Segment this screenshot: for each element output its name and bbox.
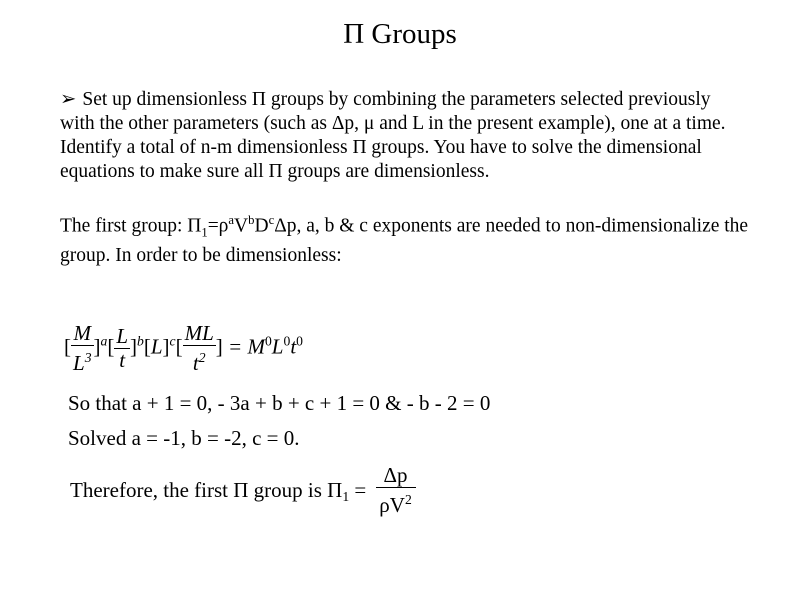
exponent-b: b xyxy=(248,213,255,227)
fraction-l-over-t: $\frac{L}{t}$ xyxy=(116,324,129,372)
rho-term: =ρ xyxy=(207,215,229,237)
v-term: V xyxy=(234,215,249,237)
result-text: Therefore, the first Π group is Π xyxy=(70,478,343,502)
bullet-text: Set up dimensionless Π groups by combining the parameters selected previously with the other parameters (such as Δp, μ and L in the present example), one at a time. Identify a total of n-m dimensionless Π groups. You have to solve the dimensional equations to make sure all Π groups are dimensionless. xyxy=(60,89,726,182)
pi-subscript: 1 xyxy=(201,225,208,240)
arrow-bullet-icon: ➢ xyxy=(60,89,77,110)
fraction-dp-over-rho-v2: $\frac{\Delta p}{\rho V^2}$ xyxy=(376,464,416,517)
exponent-equations: So that a + 1 = 0, - 3a + b + c + 1 = 0 & - b - 2 = 0 xyxy=(68,391,491,415)
slide-body xyxy=(60,88,750,292)
fraction-ml-over-t2: $\frac{ML}{t^2}$ xyxy=(184,321,214,375)
dimensional-equation: [ $\frac{M}{L^3}$ ]$^a$[ $\frac{L}{t}$ ]$^b[L]^c$[ $\frac{ML}{t^2}$ ] = $M^0L^0t^0$ xyxy=(64,321,303,375)
first-group-rest: Δp, a, b & c exponents are needed to non-dimensionalize the group. In order to be dimensionless: xyxy=(60,215,749,267)
d-term: D xyxy=(254,215,269,237)
fraction-m-over-l3: $\frac{M}{L^3}$ xyxy=(73,321,92,375)
solution-line: Solved a = -1, b = -2, c = 0. xyxy=(68,426,300,450)
slide-title: Π Groups xyxy=(343,18,457,50)
bullet-paragraph xyxy=(60,88,750,184)
first-group-intro: The first group: xyxy=(60,215,188,237)
first-group-paragraph xyxy=(60,208,750,268)
result-equation: Therefore, the first Π group is $\Pi_1$ = $\frac{\Delta p}{\rho V^2}$ xyxy=(70,464,416,517)
pi-symbol: Π xyxy=(187,215,202,237)
exponent-c: c xyxy=(268,213,275,227)
exponent-a: a xyxy=(228,213,235,227)
